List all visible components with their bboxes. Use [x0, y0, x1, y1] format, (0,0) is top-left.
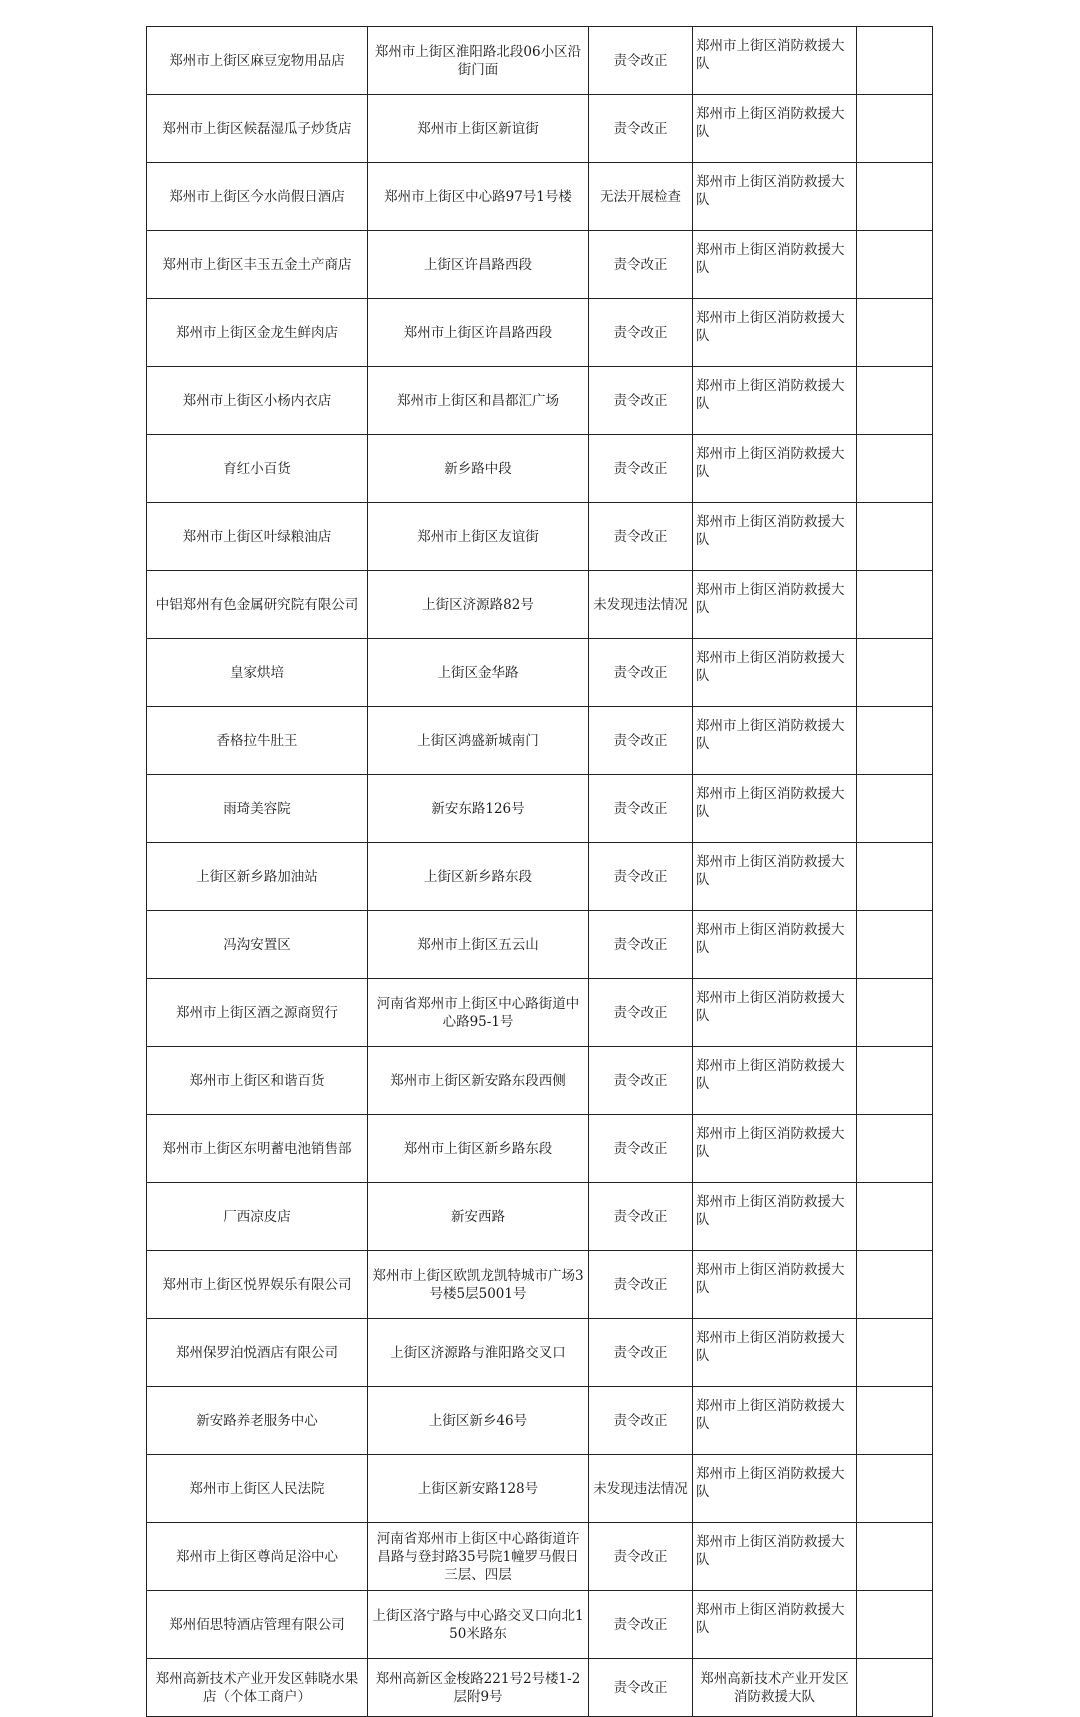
table-row [147, 979, 933, 1047]
cell-entity-name: 郑州市上街区东明蓄电池销售部 [147, 1115, 368, 1183]
cell-entity-name: 郑州市上街区今水尚假日酒店 [147, 163, 368, 231]
cell-address: 新乡路中段 [368, 435, 589, 503]
cell-entity-name: 香格拉牛肚王 [147, 707, 368, 775]
cell-result: 责令改正 [589, 1387, 693, 1455]
cell-department: 郑州市上街区消防救援大队 [693, 1455, 857, 1523]
cell-note [857, 1251, 933, 1319]
cell-department: 郑州市上街区消防救援大队 [693, 1319, 857, 1387]
cell-note [857, 163, 933, 231]
cell-entity-name: 郑州保罗泊悦酒店有限公司 [147, 1319, 368, 1387]
cell-address: 郑州市上街区新乡路东段 [368, 1115, 589, 1183]
cell-note [857, 843, 933, 911]
cell-result: 责令改正 [589, 775, 693, 843]
cell-entity-name: 郑州市上街区候磊湿瓜子炒货店 [147, 95, 368, 163]
cell-department: 郑州市上街区消防救援大队 [693, 231, 857, 299]
table-row [147, 639, 933, 707]
cell-result: 责令改正 [589, 299, 693, 367]
cell-note [857, 1387, 933, 1455]
cell-result: 未发现违法情况 [589, 1455, 693, 1523]
cell-address: 郑州市上街区五云山 [368, 911, 589, 979]
table-row [147, 1251, 933, 1319]
cell-entity-name: 郑州市上街区小杨内衣店 [147, 367, 368, 435]
cell-entity-name: 郑州市上街区酒之源商贸行 [147, 979, 368, 1047]
cell-department: 郑州市上街区消防救援大队 [693, 707, 857, 775]
table-row [147, 707, 933, 775]
cell-address: 上街区洛宁路与中心路交叉口向北150米路东 [368, 1591, 589, 1659]
cell-address: 新安西路 [368, 1183, 589, 1251]
table-row [147, 435, 933, 503]
cell-entity-name: 郑州市上街区金龙生鲜肉店 [147, 299, 368, 367]
cell-address: 郑州市上街区和昌都汇广场 [368, 367, 589, 435]
cell-address: 上街区济源路与淮阳路交叉口 [368, 1319, 589, 1387]
cell-entity-name: 郑州市上街区麻豆宠物用品店 [147, 27, 368, 95]
cell-entity-name: 雨琦美容院 [147, 775, 368, 843]
cell-department: 郑州市上街区消防救援大队 [693, 503, 857, 571]
table-row [147, 503, 933, 571]
inspection-table [146, 26, 933, 1717]
table-row [147, 1659, 933, 1717]
table-row [147, 231, 933, 299]
table-row [147, 571, 933, 639]
cell-department: 郑州市上街区消防救援大队 [693, 1115, 857, 1183]
cell-result: 责令改正 [589, 1319, 693, 1387]
cell-address: 上街区新安路128号 [368, 1455, 589, 1523]
cell-note [857, 299, 933, 367]
table-row [147, 843, 933, 911]
cell-department: 郑州市上街区消防救援大队 [693, 1047, 857, 1115]
cell-entity-name: 冯沟安置区 [147, 911, 368, 979]
cell-address: 河南省郑州市上街区中心路街道中心路95-1号 [368, 979, 589, 1047]
cell-note [857, 1319, 933, 1387]
cell-department: 郑州市上街区消防救援大队 [693, 1387, 857, 1455]
cell-note [857, 231, 933, 299]
cell-result: 责令改正 [589, 911, 693, 979]
cell-result: 责令改正 [589, 979, 693, 1047]
cell-department: 郑州市上街区消防救援大队 [693, 571, 857, 639]
cell-entity-name: 郑州市上街区尊尚足浴中心 [147, 1523, 368, 1591]
cell-address: 河南省郑州市上街区中心路街道许昌路与登封路35号院1幢罗马假日三层、四层 [368, 1523, 589, 1591]
cell-result: 责令改正 [589, 27, 693, 95]
cell-entity-name: 育红小百货 [147, 435, 368, 503]
cell-address: 郑州市上街区淮阳路北段06小区沿街门面 [368, 27, 589, 95]
cell-result: 责令改正 [589, 1523, 693, 1591]
table-row [147, 95, 933, 163]
cell-note [857, 979, 933, 1047]
cell-department: 郑州市上街区消防救援大队 [693, 1591, 857, 1659]
cell-address: 上街区济源路82号 [368, 571, 589, 639]
cell-result: 未发现违法情况 [589, 571, 693, 639]
cell-address: 上街区鸿盛新城南门 [368, 707, 589, 775]
cell-department: 郑州市上街区消防救援大队 [693, 299, 857, 367]
cell-note [857, 435, 933, 503]
cell-note [857, 367, 933, 435]
cell-result: 责令改正 [589, 1591, 693, 1659]
table-row [147, 911, 933, 979]
cell-result: 责令改正 [589, 639, 693, 707]
cell-department: 郑州市上街区消防救援大队 [693, 843, 857, 911]
cell-address: 上街区金华路 [368, 639, 589, 707]
cell-result: 责令改正 [589, 435, 693, 503]
table-row [147, 1591, 933, 1659]
cell-note [857, 27, 933, 95]
cell-entity-name: 厂西凉皮店 [147, 1183, 368, 1251]
table-row [147, 1455, 933, 1523]
cell-note [857, 1591, 933, 1659]
table-row [147, 1319, 933, 1387]
cell-address: 郑州市上街区欧凯龙凯特城市广场3号楼5层5001号 [368, 1251, 589, 1319]
cell-entity-name: 中铝郑州有色金属研究院有限公司 [147, 571, 368, 639]
cell-address: 上街区新乡46号 [368, 1387, 589, 1455]
inspection-table-body [147, 27, 933, 1717]
cell-note [857, 1115, 933, 1183]
cell-entity-name: 新安路养老服务中心 [147, 1387, 368, 1455]
table-row [147, 1523, 933, 1591]
cell-note [857, 1183, 933, 1251]
cell-result: 责令改正 [589, 367, 693, 435]
cell-result: 责令改正 [589, 1047, 693, 1115]
cell-note [857, 571, 933, 639]
cell-department: 郑州市上街区消防救援大队 [693, 775, 857, 843]
cell-address: 郑州市上街区新安路东段西侧 [368, 1047, 589, 1115]
cell-result: 责令改正 [589, 1251, 693, 1319]
cell-address: 郑州市上街区许昌路西段 [368, 299, 589, 367]
table-row [147, 1115, 933, 1183]
cell-result: 责令改正 [589, 843, 693, 911]
cell-note [857, 1523, 933, 1591]
cell-department: 郑州市上街区消防救援大队 [693, 1523, 857, 1591]
cell-result: 责令改正 [589, 1115, 693, 1183]
cell-result: 责令改正 [589, 95, 693, 163]
cell-department: 郑州市上街区消防救援大队 [693, 1251, 857, 1319]
cell-result: 责令改正 [589, 1659, 693, 1717]
cell-address: 郑州市上街区友谊街 [368, 503, 589, 571]
cell-entity-name: 郑州市上街区人民法院 [147, 1455, 368, 1523]
cell-department: 郑州市上街区消防救援大队 [693, 911, 857, 979]
cell-department: 郑州市上街区消防救援大队 [693, 979, 857, 1047]
table-row [147, 1183, 933, 1251]
cell-department: 郑州市上街区消防救援大队 [693, 95, 857, 163]
cell-entity-name: 郑州佰思特酒店管理有限公司 [147, 1591, 368, 1659]
cell-entity-name: 上街区新乡路加油站 [147, 843, 368, 911]
cell-result: 责令改正 [589, 503, 693, 571]
cell-department: 郑州市上街区消防救援大队 [693, 163, 857, 231]
cell-address: 上街区新乡路东段 [368, 843, 589, 911]
cell-entity-name: 郑州市上街区和谐百货 [147, 1047, 368, 1115]
cell-note [857, 1047, 933, 1115]
table-row [147, 1047, 933, 1115]
cell-entity-name: 皇家烘培 [147, 639, 368, 707]
table-row [147, 367, 933, 435]
cell-entity-name: 郑州市上街区丰玉五金土产商店 [147, 231, 368, 299]
cell-note [857, 707, 933, 775]
table-row [147, 163, 933, 231]
cell-result: 责令改正 [589, 707, 693, 775]
cell-department: 郑州市上街区消防救援大队 [693, 1183, 857, 1251]
cell-address: 郑州市上街区中心路97号1号楼 [368, 163, 589, 231]
cell-result: 责令改正 [589, 1183, 693, 1251]
cell-result: 责令改正 [589, 231, 693, 299]
cell-department: 郑州市上街区消防救援大队 [693, 435, 857, 503]
cell-department: 郑州市上街区消防救援大队 [693, 639, 857, 707]
cell-department: 郑州市上街区消防救援大队 [693, 27, 857, 95]
cell-address: 新安东路126号 [368, 775, 589, 843]
cell-address: 上街区许昌路西段 [368, 231, 589, 299]
cell-note [857, 95, 933, 163]
cell-note [857, 911, 933, 979]
table-row [147, 299, 933, 367]
cell-entity-name: 郑州市上街区悦界娱乐有限公司 [147, 1251, 368, 1319]
cell-note [857, 503, 933, 571]
cell-note [857, 639, 933, 707]
table-row [147, 27, 933, 95]
cell-department: 郑州高新技术产业开发区消防救援大队 [693, 1659, 857, 1717]
cell-note [857, 1455, 933, 1523]
cell-address: 郑州市上街区新谊街 [368, 95, 589, 163]
cell-entity-name: 郑州市上街区叶绿粮油店 [147, 503, 368, 571]
cell-department: 郑州市上街区消防救援大队 [693, 367, 857, 435]
cell-address: 郑州高新区金梭路221号2号楼1-2层附9号 [368, 1659, 589, 1717]
cell-entity-name: 郑州高新技术产业开发区韩晓水果店（个体工商户） [147, 1659, 368, 1717]
table-row [147, 775, 933, 843]
cell-note [857, 775, 933, 843]
cell-result: 无法开展检查 [589, 163, 693, 231]
table-row [147, 1387, 933, 1455]
cell-note [857, 1659, 933, 1717]
